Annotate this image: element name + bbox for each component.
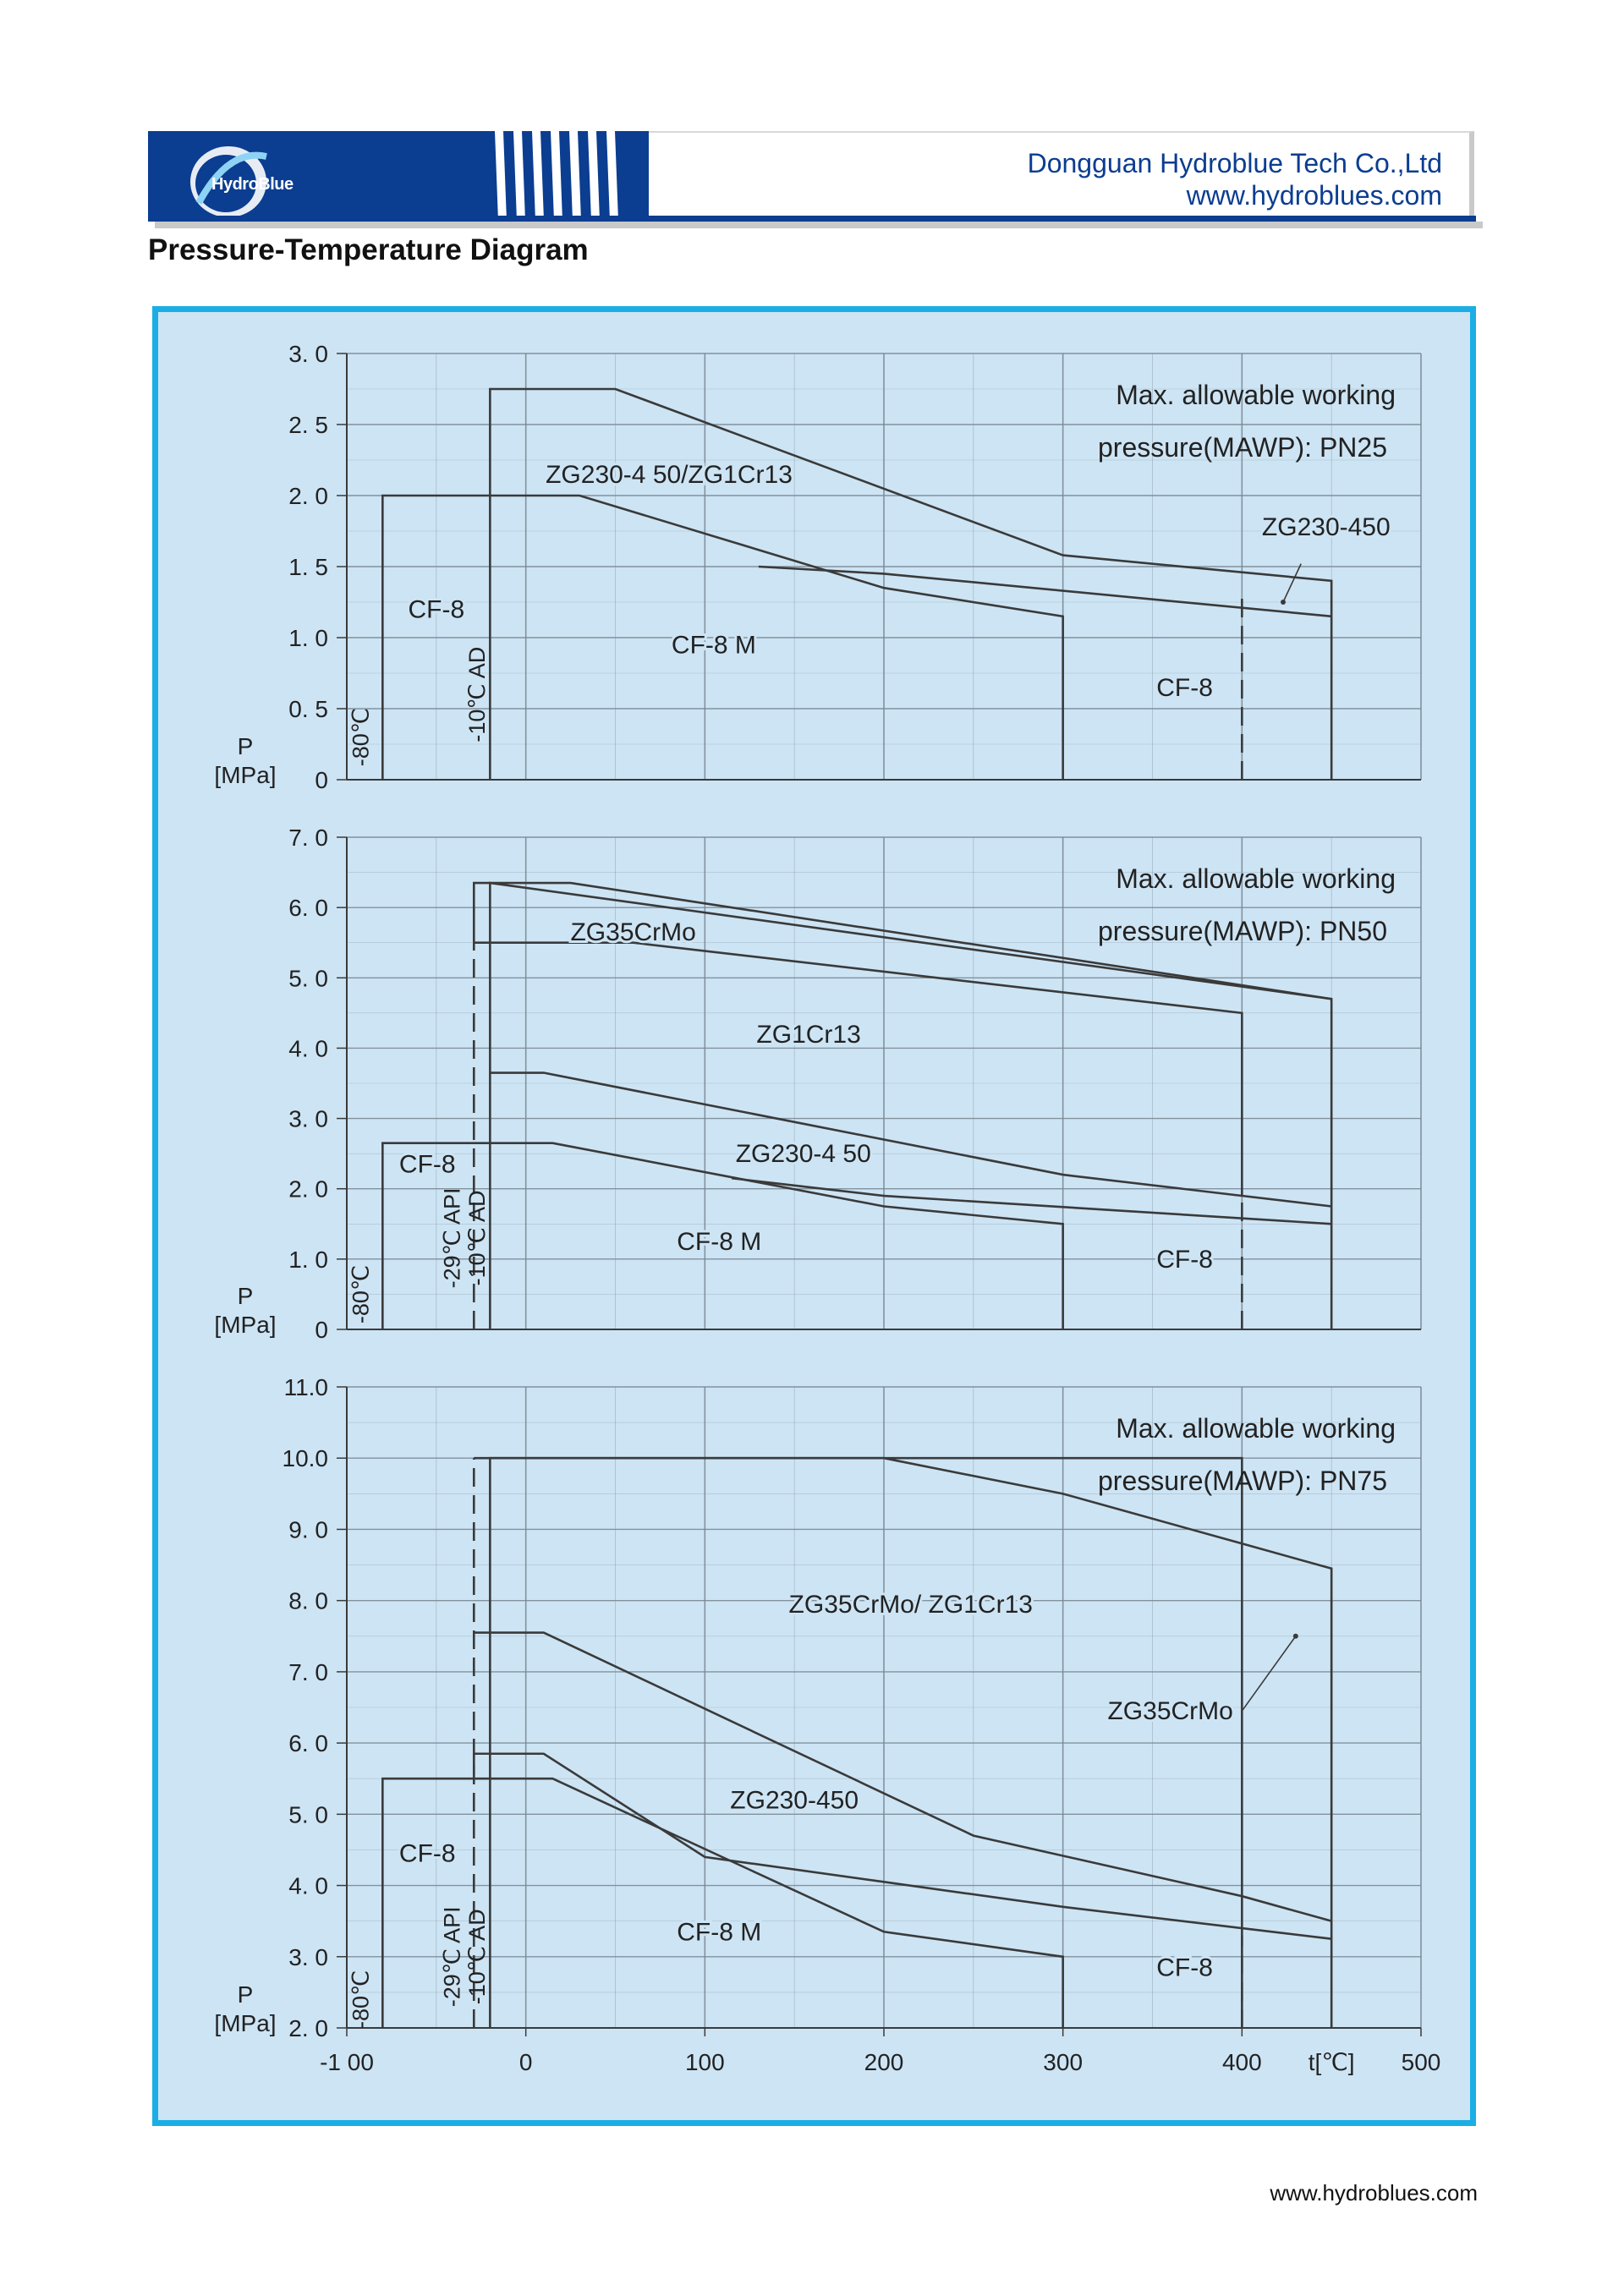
x-tick-label: 500 xyxy=(1401,2049,1441,2075)
header-rule xyxy=(148,216,1476,222)
temperature-limit-label: -10℃ AD xyxy=(464,1909,490,2005)
page-title: Pressure-Temperature Diagram xyxy=(148,233,589,266)
y-tick-label: 8. 0 xyxy=(288,1587,328,1614)
y-axis-label: P xyxy=(237,1283,254,1309)
y-tick-label: 3. 0 xyxy=(288,1105,328,1132)
y-tick-label: 6. 0 xyxy=(288,895,328,922)
series-line xyxy=(474,1633,1331,1921)
chart-title: pressure(MAWP): PN50 xyxy=(1098,916,1387,946)
material-label: CF-8 xyxy=(1156,1245,1213,1274)
y-tick-label: 2. 0 xyxy=(288,2015,328,2041)
material-label: CF-8 xyxy=(1156,673,1213,702)
y-tick-label: 0. 5 xyxy=(288,696,328,722)
y-tick-label: 6. 0 xyxy=(288,1730,328,1757)
series-line xyxy=(759,567,1331,616)
header-rule-shadow xyxy=(155,222,1483,228)
material-label: ZG1Cr13 xyxy=(756,1020,861,1049)
header-company-block xyxy=(649,131,1474,216)
temperature-limit-label: -80℃ xyxy=(348,1264,374,1324)
company-name: Dongguan Hydroblue Tech Co.,Ltd xyxy=(1027,148,1442,178)
leader-line xyxy=(1242,1636,1296,1711)
y-tick-label: 3. 0 xyxy=(288,341,328,367)
material-label: CF-8 xyxy=(1156,1954,1213,1982)
x-tick-label: 400 xyxy=(1221,2049,1262,2075)
x-tick-label: 300 xyxy=(1043,2049,1084,2075)
material-label: CF-8 M xyxy=(677,1918,762,1947)
y-tick-label: 2. 0 xyxy=(288,483,328,509)
y-tick-label: 1. 0 xyxy=(288,625,328,651)
chart-panel-1 xyxy=(337,353,1421,780)
y-tick-label: 4. 0 xyxy=(288,1872,328,1899)
x-tick-label: 100 xyxy=(684,2049,725,2075)
y-tick-label: 11.0 xyxy=(283,1374,328,1400)
y-tick-label: 7. 0 xyxy=(288,825,328,851)
temperature-limit-label: -80℃ xyxy=(348,707,374,767)
series-line xyxy=(490,1073,1331,1207)
series-line xyxy=(474,1754,1331,1939)
y-tick-label: 1. 0 xyxy=(288,1246,328,1273)
y-tick-label: 0 xyxy=(315,1317,328,1343)
y-tick-label: 1. 5 xyxy=(288,554,328,580)
material-label: ZG230-4 50/ZG1Cr13 xyxy=(546,460,793,489)
material-label: ZG230-450 xyxy=(730,1786,859,1815)
temperature-limit-label: -29℃ API xyxy=(439,1187,465,1289)
temperature-limit-label: -80℃ xyxy=(348,1970,374,2029)
y-tick-label: 5. 0 xyxy=(288,965,328,992)
chart-frame xyxy=(152,306,1476,2126)
chart-panel-2 xyxy=(337,837,1421,1329)
y-axis-unit: [MPa] xyxy=(214,762,277,788)
y-axis-unit: [MPa] xyxy=(214,2010,277,2036)
y-axis-label: P xyxy=(237,733,254,759)
material-label: CF-8 xyxy=(398,1839,456,1868)
material-label: ZG35CrMo xyxy=(570,918,696,947)
material-label: CF-8 M xyxy=(671,631,756,660)
temperature-limit-label: -10℃ AD xyxy=(464,1190,490,1286)
material-label: CF-8 M xyxy=(677,1228,762,1257)
material-label: ZG230-4 50 xyxy=(735,1140,871,1169)
temperature-limit-label: -29℃ API xyxy=(439,1906,465,2008)
y-tick-label: 4. 0 xyxy=(288,1035,328,1062)
y-tick-label: 7. 0 xyxy=(288,1658,328,1685)
y-tick-label: 10.0 xyxy=(282,1445,328,1472)
x-tick-label: 0 xyxy=(518,2049,533,2075)
material-label: CF-8 xyxy=(408,595,465,624)
material-label: ZG35CrMo/ ZG1Cr13 xyxy=(788,1590,1033,1619)
chart-title: Max. allowable working xyxy=(1116,380,1396,410)
chart-title: Max. allowable working xyxy=(1116,1413,1396,1444)
y-tick-label: 9. 0 xyxy=(288,1516,328,1543)
footer-url[interactable]: www.hydroblues.com xyxy=(1270,2180,1478,2206)
chart-title: pressure(MAWP): PN75 xyxy=(1098,1466,1387,1496)
material-label: ZG35CrMo xyxy=(1107,1697,1233,1726)
leader-dot xyxy=(1281,600,1286,605)
chart-title: Max. allowable working xyxy=(1116,863,1396,894)
page-header xyxy=(148,131,1476,233)
logo-text: HydroBlue xyxy=(211,175,294,194)
y-tick-label: 3. 0 xyxy=(288,1943,328,1970)
chart-title: pressure(MAWP): PN25 xyxy=(1098,432,1387,463)
header-banner xyxy=(148,131,649,221)
company-website[interactable]: www.hydroblues.com xyxy=(1186,180,1442,211)
y-axis-label: P xyxy=(237,1981,254,2008)
pressure-temperature-charts xyxy=(158,312,1470,2120)
y-tick-label: 2. 5 xyxy=(288,412,328,438)
x-axis-label: t[℃] xyxy=(1308,2049,1355,2075)
y-tick-label: 2. 0 xyxy=(288,1175,328,1203)
leader-dot xyxy=(1293,1634,1298,1639)
y-tick-label: 0 xyxy=(315,767,328,793)
x-tick-label: 200 xyxy=(864,2049,904,2075)
material-label: ZG230-450 xyxy=(1261,512,1391,541)
y-tick-label: 5. 0 xyxy=(288,1801,328,1828)
temperature-limit-label: -10℃ AD xyxy=(464,646,490,743)
leader-line xyxy=(1283,564,1301,602)
material-label: CF-8 xyxy=(398,1150,456,1179)
x-tick-label: -1 00 xyxy=(320,2049,374,2075)
y-axis-unit: [MPa] xyxy=(214,1312,277,1338)
